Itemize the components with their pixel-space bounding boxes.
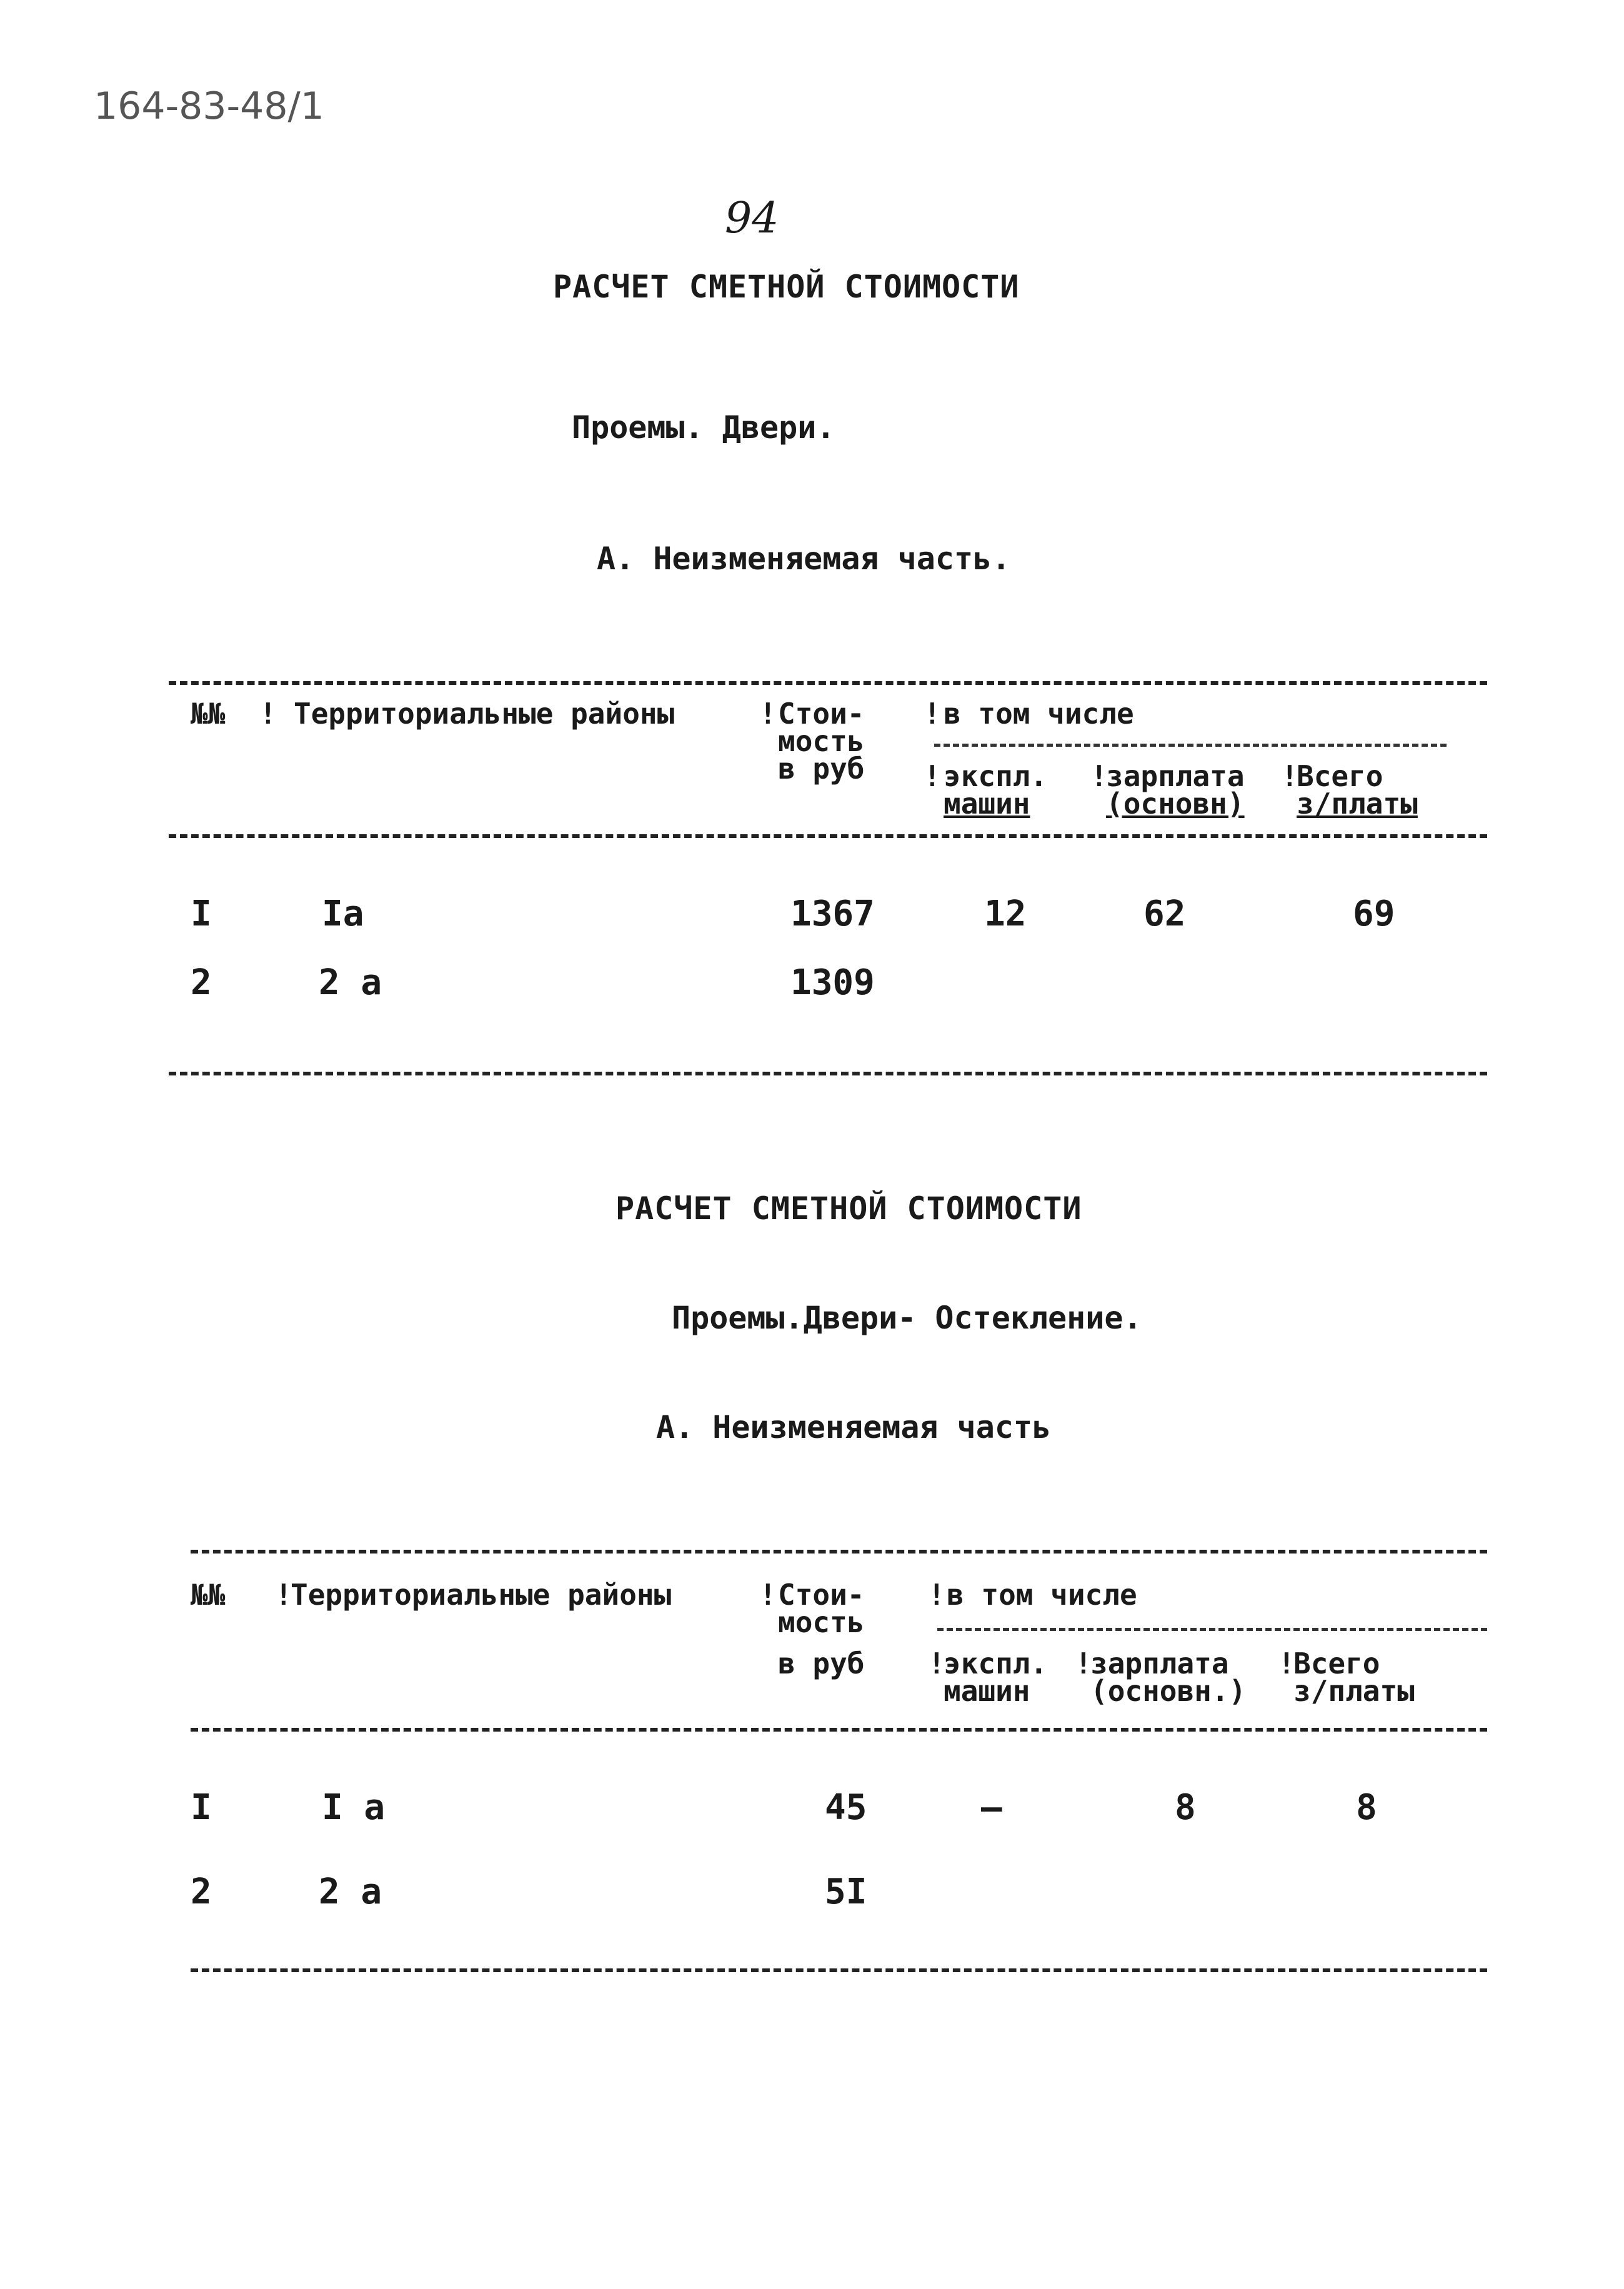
table1-top-rule: [169, 681, 1487, 685]
table2-col-wage-1: зарплата: [1090, 1647, 1229, 1680]
table2-col-sep: !: [928, 1647, 945, 1680]
table1-row2-region: 2 а: [319, 962, 382, 1003]
page-number: 94: [725, 194, 779, 243]
table2-col-incl: в том числе: [947, 1578, 1137, 1612]
table2-col-sep: !: [759, 1578, 777, 1612]
table1-col-cost-1: Стои-: [778, 697, 865, 731]
table2-col-sep: !: [928, 1578, 945, 1612]
table1-col-sep: !: [759, 697, 777, 731]
table1-col-exp-1: экспл.: [944, 759, 1048, 793]
table2-header-rule: [191, 1728, 1487, 1732]
document-code: 164-83-48/1: [94, 84, 324, 128]
table2-col-num: №№: [191, 1578, 226, 1612]
table1-col-region: Территориальные районы: [294, 697, 675, 731]
table1-row1-total: 69: [1353, 894, 1395, 934]
table2-row1-cost: 45: [825, 1787, 867, 1828]
table2-col-total-2: з/платы: [1293, 1674, 1415, 1708]
table1-row2-cost: 1309: [790, 962, 875, 1003]
table2-top-rule: [191, 1550, 1487, 1553]
table1-bottom-rule: [169, 1072, 1487, 1075]
table1-row1-wage: 62: [1143, 894, 1186, 934]
table2-row1-region: I а: [322, 1787, 386, 1828]
table2-col-cost-3: в руб: [778, 1647, 865, 1680]
table1-col-cost-2: мость: [778, 724, 865, 758]
table1-col-wage-2: (основн): [1106, 787, 1245, 820]
table2-col-sep: !: [275, 1578, 292, 1612]
section2-subtitle: Проемы.Двери- Остекление.: [672, 1300, 1142, 1336]
table2-col-cost-1: Стои-: [778, 1578, 865, 1612]
table2-row2-num: 2: [191, 1872, 212, 1912]
table2-row1-wage: 8: [1175, 1787, 1196, 1828]
table1-subhead-rule: [934, 744, 1447, 747]
table1-header-rule: [169, 834, 1487, 838]
table1-col-sep: !: [1090, 759, 1108, 793]
section1-subtitle: Проемы. Двери.: [572, 409, 835, 446]
table1-row1-exp: 12: [984, 894, 1027, 934]
table1-col-wage-1: зарплата: [1106, 759, 1245, 793]
section2-part: А. Неизменяемая часть: [656, 1409, 1052, 1445]
table2-col-exp-1: экспл.: [944, 1647, 1048, 1680]
table1-col-total-2: з/платы: [1297, 787, 1418, 820]
table1-col-total-1: Всего: [1297, 759, 1383, 793]
table1-row2-num: 2: [191, 962, 212, 1003]
table2-subhead-rule: [937, 1628, 1487, 1631]
table2-row2-region: 2 а: [319, 1872, 382, 1912]
table1-col-incl: в том числе: [944, 697, 1134, 731]
table1-row1-cost: 1367: [790, 894, 875, 934]
table1-col-exp-2: машин: [944, 787, 1030, 820]
table1-col-cost-3: в руб: [778, 752, 865, 785]
table2-col-sep: !: [1075, 1647, 1092, 1680]
table2-col-region: Территориальные районы: [291, 1578, 672, 1612]
table2-row1-total: 8: [1356, 1787, 1377, 1828]
table2-bottom-rule: [191, 1968, 1487, 1972]
table1-col-sep: !: [924, 697, 941, 731]
section1-part: А. Неизменяемая часть.: [597, 541, 1011, 577]
table2-row1-num: I: [191, 1787, 212, 1828]
table2-row1-exp: –: [981, 1787, 1002, 1828]
table1-row1-num: I: [191, 894, 212, 934]
table2-col-total-1: Всего: [1293, 1647, 1380, 1680]
table1-col-sep: !: [259, 697, 277, 731]
table2-col-wage-2: (основн.): [1090, 1674, 1247, 1708]
table1-col-num: №№: [191, 697, 226, 731]
section2-title: РАСЧЕТ СМЕТНОЙ СТОИМОСТИ: [615, 1190, 1082, 1227]
table2-col-exp-2: машин: [944, 1674, 1030, 1708]
table1-col-sep: !: [1281, 759, 1298, 793]
section1-title: РАСЧЕТ СМЕТНОЙ СТОИМОСТИ: [553, 269, 1020, 305]
table2-row2-cost: 5I: [825, 1872, 867, 1912]
table2-col-sep: !: [1278, 1647, 1295, 1680]
table2-col-cost-2: мость: [778, 1605, 865, 1639]
table1-row1-region: Iа: [322, 894, 364, 934]
table1-col-sep: !: [924, 759, 941, 793]
